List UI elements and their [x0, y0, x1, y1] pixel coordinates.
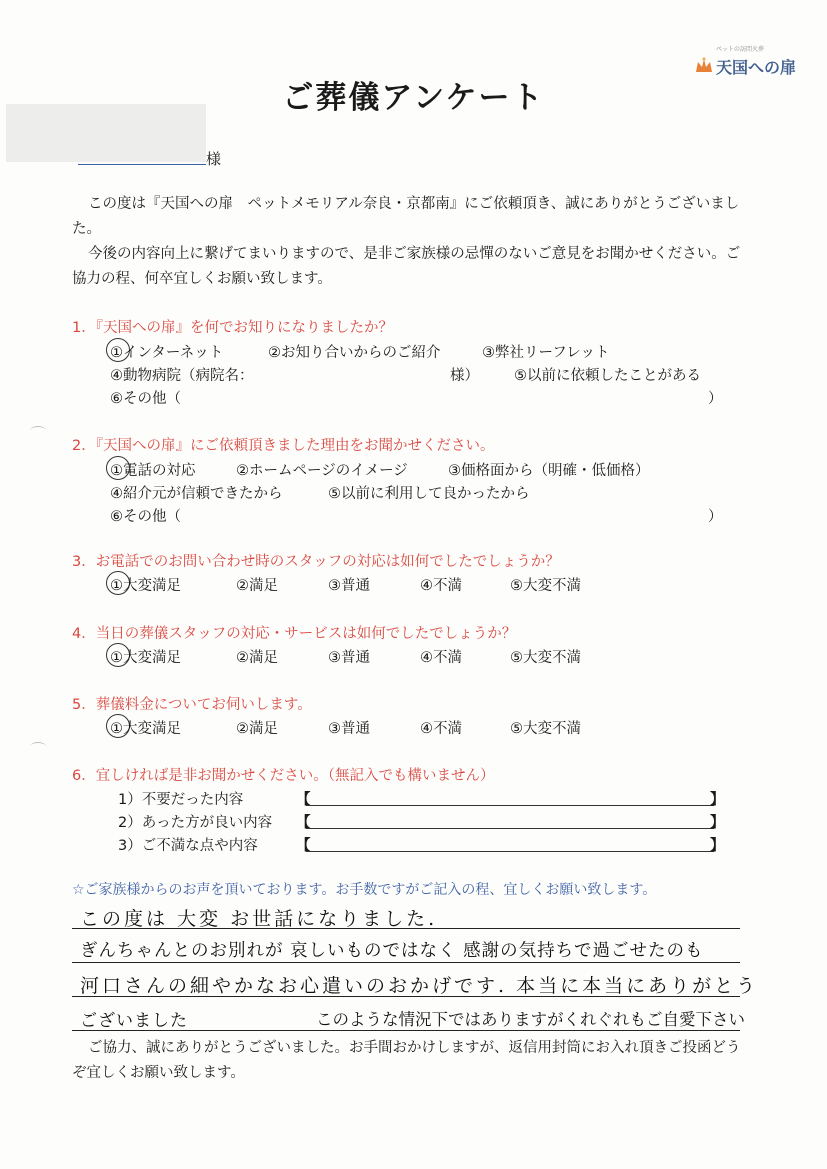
question-2: 2．『天国への扉』にご依頼頂きました理由をお聞かせください。 [72, 438, 495, 454]
writing-line-2 [72, 962, 740, 963]
question-6: 6．宜しければ是非お聞かせください。（無記入でも構いません） [72, 768, 495, 784]
page-title: ご葬儀アンケート [282, 80, 545, 116]
q6-item-2-field[interactable] [306, 828, 714, 829]
question-3: 3．お電話でのお問い合わせ時のスタッフの対応は如何でしたでしょうか？ [72, 554, 560, 570]
handwritten-line-3: 河口さんの細やかなお心遣いのおかげです. 本当に本当にありがとう [80, 975, 759, 997]
intro-paragraph-1: この度は『天国への扉 ペットメモリアル奈良・京都南』にご依頼頂き、誠にありがとうございました。 [72, 196, 740, 237]
writing-line-3 [72, 996, 740, 997]
closing-paragraph: ご協力、誠にありがとうございました。お手間おかけしますが、返信用封筒にお入れ頂きご投函どうぞ宜しくお願い致します。 [72, 1040, 741, 1081]
closing-text [72, 1036, 752, 1086]
q6-item-3-label: 3）ご不満な点や内容 [118, 838, 258, 854]
family-voice-prompt: ☆ご家族様からのお声を頂いております。お手数ですがご記入の程、宜しくお願い致します。 [72, 882, 657, 898]
q5-option-1[interactable]: ①大変満足 [110, 721, 181, 737]
q5-option-2[interactable]: ②満足 [236, 721, 278, 737]
question-1: 1．『天国への扉』を何でお知りになりましたか？ [72, 320, 393, 336]
q5-option-5[interactable]: ⑤大変不満 [510, 721, 581, 737]
question-4: 4．当日の葬儀スタッフの対応・サービスは如何でしたでしょうか？ [72, 626, 517, 642]
salutation-suffix: 様 [206, 150, 222, 168]
q6-item-3[interactable] [118, 834, 738, 854]
q3-option-1[interactable]: ①大変満足 [110, 578, 181, 594]
logo-name: 天国への扉 [716, 58, 797, 77]
q1-option-leaflet[interactable]: ③弊社リーフレット [482, 345, 610, 361]
q2-option-previous[interactable]: ⑤以前に利用して良かったから [328, 486, 530, 502]
q1-option-previous[interactable]: ⑤以前に依頼したことがある [514, 368, 701, 384]
q1-option-referral[interactable]: ②お知り合いからのご紹介 [268, 345, 441, 361]
q2-option-homepage[interactable]: ②ホームページのイメージ [236, 463, 408, 479]
question-5: 5．葬儀料金についてお伺いします。 [72, 697, 312, 713]
q6-item-1-open: 【 [296, 792, 311, 808]
q5-option-4[interactable]: ④不満 [420, 721, 462, 737]
q1-option-vet[interactable]: ④動物病院（病院名： [110, 368, 254, 384]
q2-option-phone[interactable]: ①電話の対応 [110, 463, 196, 479]
q6-item-1[interactable] [118, 788, 738, 808]
q4-option-2[interactable]: ②満足 [236, 650, 278, 666]
q2-option-price[interactable]: ③価格面から（明確・低価格） [448, 463, 650, 479]
q6-item-2-open: 【 [296, 815, 311, 831]
logo-tagline: ペットの訪問火葬 [716, 46, 765, 53]
q6-item-1-field[interactable] [306, 805, 714, 806]
name-underline [78, 164, 206, 165]
q3-option-2[interactable]: ②満足 [236, 578, 278, 594]
q4-option-5[interactable]: ⑤大変不満 [510, 650, 581, 666]
punch-mark-bottom [30, 742, 46, 751]
q6-item-3-close: 】 [710, 838, 725, 854]
q1-other-close: ） [708, 391, 723, 407]
q5-option-3[interactable]: ③普通 [328, 721, 370, 737]
intro-paragraph-2: 今後の内容向上に繋げてまいりますので、是非ご家族様の忌憚のないご意見をお聞かせください。ご協力の程、何卒宜しくお願い致します。 [72, 246, 741, 287]
writing-line-1 [72, 928, 740, 929]
handwritten-line-2: ぎんちゃんとのお別れが 哀しいものではなく 感謝の気持ちで過ごせたのも [80, 941, 704, 961]
q1-option-other[interactable]: ⑥その他（ [110, 391, 181, 407]
q4-option-4[interactable]: ④不満 [420, 650, 462, 666]
q6-item-3-field[interactable] [306, 851, 714, 852]
redacted-name-area [6, 104, 206, 162]
q3-option-4[interactable]: ④不満 [420, 578, 462, 594]
handwritten-line-1: この度は 大変 お世話になりました. [80, 908, 438, 930]
intro-text [72, 192, 752, 292]
handwritten-line-5: このような情況下ではありますがくれぐれもご自愛下さい [316, 1010, 745, 1029]
q6-item-2[interactable] [118, 811, 738, 831]
punch-mark-top [30, 426, 46, 435]
q1-vet-suffix: 様） [450, 368, 479, 384]
q6-item-2-close: 】 [710, 815, 725, 831]
q4-option-3[interactable]: ③普通 [328, 650, 370, 666]
q6-item-3-open: 【 [296, 838, 311, 854]
q4-option-1[interactable]: ①大変満足 [110, 650, 181, 666]
q1-option-internet[interactable]: ①インターネット [110, 345, 224, 361]
q2-option-trust[interactable]: ④紹介元が信頼できたから [110, 486, 283, 502]
handwritten-line-4: ございました [80, 1011, 188, 1031]
q6-item-2-label: 2）あった方が良い内容 [118, 815, 273, 831]
writing-line-4 [72, 1030, 740, 1031]
q6-item-1-label: 1）不要だった内容 [118, 792, 244, 808]
q2-option-other[interactable]: ⑥その他（ [110, 509, 181, 525]
q3-option-5[interactable]: ⑤大変不満 [510, 578, 581, 594]
q3-option-3[interactable]: ③普通 [328, 578, 370, 594]
q6-item-1-close: 】 [710, 792, 725, 808]
q2-other-close: ） [708, 509, 723, 525]
